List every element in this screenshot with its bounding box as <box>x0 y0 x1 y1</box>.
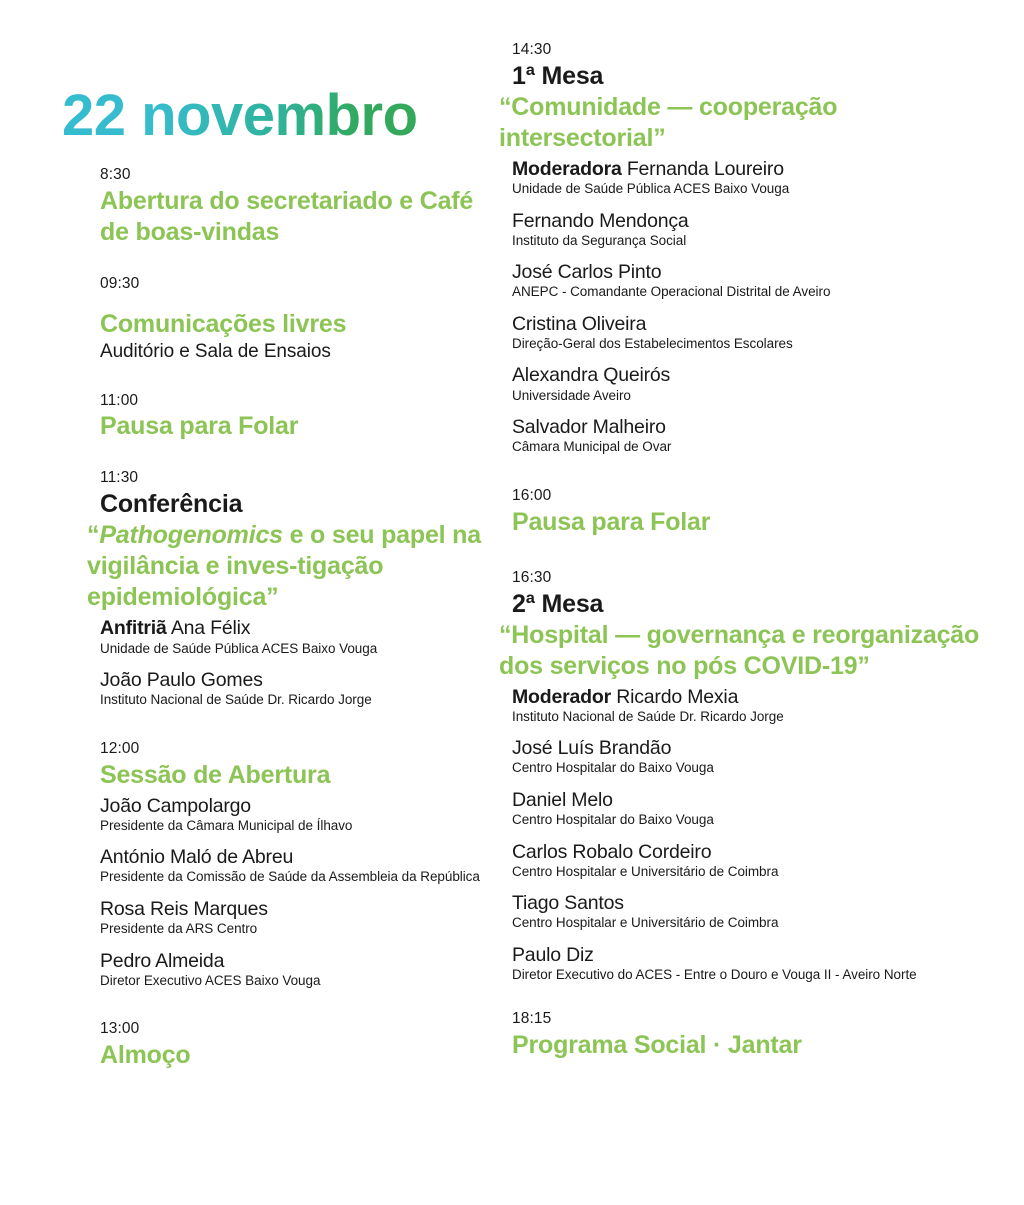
speaker-entry <box>512 788 1002 829</box>
speaker-entry <box>512 209 1002 250</box>
program-block-1430 <box>499 40 1002 456</box>
block-session-title: “Comunidade — cooperação intersectorial” <box>499 92 838 152</box>
speaker-entry <box>512 260 1002 301</box>
speaker-affiliation: Diretor Executivo ACES Baixo Vouga <box>100 972 321 988</box>
speaker-name: Alexandra Queirós <box>512 364 671 387</box>
speaker-affiliation: Instituto da Segurança Social <box>512 232 687 248</box>
block-time: 14:30 <box>512 41 552 58</box>
block-headline: Sessão de Abertura <box>100 760 331 789</box>
speaker-affiliation: Presidente da ARS Centro <box>100 921 258 937</box>
program-block-1600 <box>512 486 1002 538</box>
speaker-affiliation: Unidade de Saúde Pública ACES Baixo Vouga <box>512 181 790 197</box>
block-subline: Auditório e Sala de Ensaios <box>100 340 331 362</box>
speaker-name: João Campolargo <box>100 794 251 817</box>
speaker-affiliation: Diretor Executivo do ACES - Entre o Douro e Vouga II - Aveiro Norte <box>512 966 917 982</box>
speaker-role: Moderadora <box>512 157 622 180</box>
schedule-column-morning <box>87 0 490 1071</box>
speaker-affiliation: Centro Hospitalar do Baixo Vouga <box>512 760 714 776</box>
speaker-entry <box>512 157 1002 198</box>
speaker-entry <box>100 845 490 886</box>
speaker-affiliation: Universidade Aveiro <box>512 387 631 403</box>
speaker-name: António Maló de Abreu <box>100 846 294 869</box>
page-title: 22 novembro <box>62 82 418 148</box>
program-block-1815 <box>512 1009 1002 1061</box>
program-block-1130 <box>87 468 490 708</box>
speaker-entry <box>512 415 1002 456</box>
program-block-0930 <box>100 274 490 365</box>
speaker-name: Ricardo Mexia <box>616 685 739 708</box>
block-headline-dark: 2ª Mesa <box>512 589 604 618</box>
speaker-name: Fernanda Loureiro <box>626 157 784 180</box>
speaker-entry <box>100 616 490 657</box>
schedule-column-afternoon <box>499 0 1002 1061</box>
speaker-name: Daniel Melo <box>512 788 613 811</box>
block-headline: Abertura do secretariado e Café de boas-vindas <box>100 186 474 246</box>
speaker-entry <box>100 668 490 709</box>
speaker-name: Ana Félix <box>170 617 251 640</box>
program-block-1100 <box>100 391 490 443</box>
speaker-name-line <box>100 616 490 640</box>
block-time: 12:00 <box>100 739 140 757</box>
speaker-name: Salvador Malheiro <box>512 416 666 439</box>
speaker-name: Pedro Almeida <box>100 949 225 972</box>
speaker-entry <box>512 685 1002 726</box>
speaker-name: Carlos Robalo Cordeiro <box>512 840 712 863</box>
title-open-quote: “ <box>87 521 100 550</box>
speaker-name: Tiago Santos <box>512 892 624 915</box>
speaker-affiliation: Unidade de Saúde Pública ACES Baixo Vouga <box>100 640 378 656</box>
speaker-affiliation: Instituto Nacional de Saúde Dr. Ricardo Jorge <box>512 708 784 724</box>
block-headline: Programa Social · Jantar <box>512 1031 802 1060</box>
block-headline-dark: 1ª Mesa <box>512 61 604 90</box>
block-time: 11:30 <box>100 469 139 487</box>
title-rest: e o seu papel na vigilância e inves-tigação epidemiológica” <box>87 521 481 612</box>
speaker-name: João Paulo Gomes <box>100 669 263 692</box>
speaker-affiliation: Centro Hospitalar e Universitário de Coimbra <box>512 915 779 931</box>
block-time: 11:00 <box>100 391 139 409</box>
speaker-entry <box>512 312 1002 353</box>
speaker-affiliation: Presidente da Comissão de Saúde da Assembleia da República <box>100 869 480 885</box>
speaker-name-line <box>512 685 1002 709</box>
speaker-affiliation: Câmara Municipal de Ovar <box>512 439 672 455</box>
block-time: 09:30 <box>100 274 140 292</box>
speaker-list <box>100 616 490 708</box>
speaker-entry <box>100 897 490 938</box>
speaker-name: Paulo Diz <box>512 943 594 966</box>
speaker-entry <box>512 891 1002 932</box>
program-block-1200 <box>100 739 490 989</box>
speaker-name: Fernando Mendonça <box>512 209 689 232</box>
block-headline-dark: Conferência <box>100 490 243 519</box>
speaker-affiliation: Centro Hospitalar e Universitário de Coimbra <box>512 863 779 879</box>
speaker-name: José Carlos Pinto <box>512 261 662 284</box>
block-time: 16:30 <box>512 568 552 586</box>
block-time: 8:30 <box>100 166 131 183</box>
speaker-entry <box>512 363 1002 404</box>
speaker-role: Anfitriã <box>100 617 167 640</box>
speaker-list <box>100 794 490 990</box>
block-headline: Almoço <box>100 1041 191 1070</box>
speaker-entry <box>100 949 490 990</box>
speaker-entry <box>512 736 1002 777</box>
speaker-name: Cristina Oliveira <box>512 312 647 335</box>
program-block-1630 <box>499 568 1002 984</box>
speaker-affiliation: ANEPC - Comandante Operacional Distrital de Aveiro <box>512 284 831 300</box>
speaker-entry <box>100 794 490 835</box>
block-session-title: “Hospital — governança e reorganização dos serviços no pós COVID-19” <box>499 620 980 680</box>
block-session-title <box>87 520 490 613</box>
speaker-entry <box>512 943 1002 984</box>
speaker-affiliation: Instituto Nacional de Saúde Dr. Ricardo Jorge <box>100 692 372 708</box>
block-headline: Pausa para Folar <box>512 507 711 536</box>
speaker-name: Rosa Reis Marques <box>100 897 268 920</box>
speaker-affiliation: Presidente da Câmara Municipal de Ílhavo <box>100 817 353 833</box>
speaker-affiliation: Centro Hospitalar do Baixo Vouga <box>512 812 714 828</box>
speaker-entry <box>512 840 1002 881</box>
block-headline: Pausa para Folar <box>100 412 299 441</box>
program-block-1300 <box>100 1019 490 1071</box>
speaker-list <box>512 685 1002 984</box>
speaker-role: Moderador <box>512 685 611 708</box>
speaker-name-line <box>512 157 1002 181</box>
block-time: 18:15 <box>512 1010 552 1028</box>
speaker-affiliation: Direção-Geral dos Estabelecimentos Escolares <box>512 336 793 352</box>
block-time: 13:00 <box>100 1020 140 1038</box>
speaker-name: José Luís Brandão <box>512 737 672 760</box>
program-block-0830 <box>100 165 490 248</box>
title-italic-term: Pathogenomics <box>99 521 283 550</box>
block-headline: Comunicações livres <box>100 309 347 338</box>
block-time: 16:00 <box>512 486 552 504</box>
speaker-list <box>512 157 1002 456</box>
